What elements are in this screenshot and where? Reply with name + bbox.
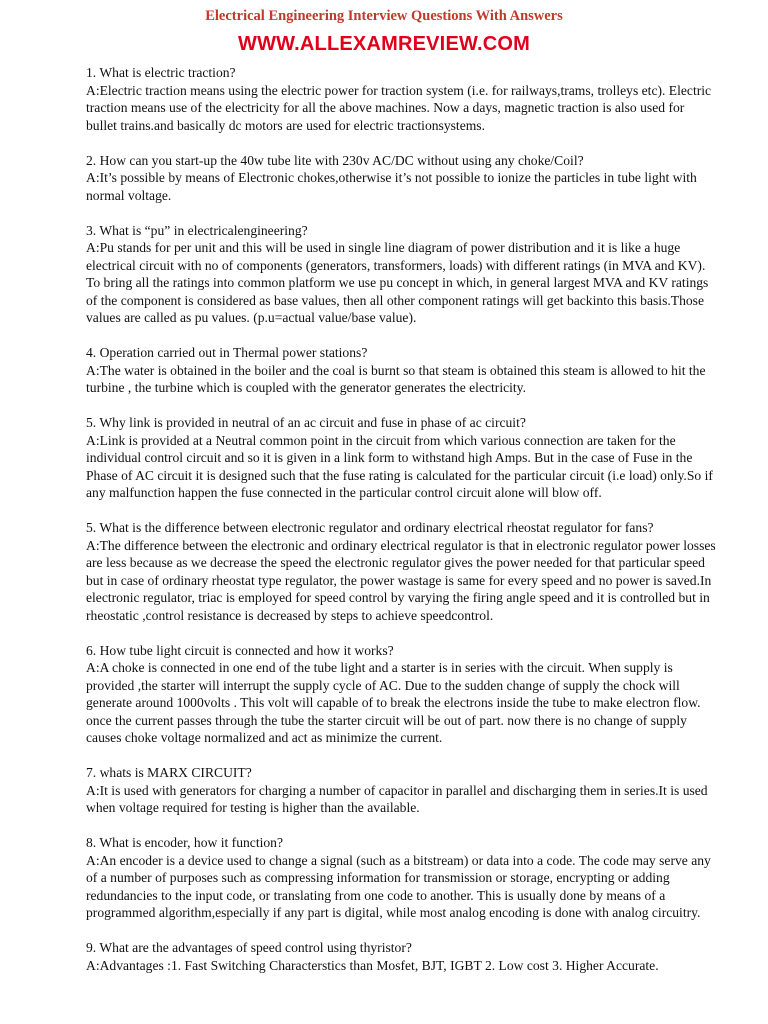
question-text: 3. What is “pu” in electricalengineering?: [86, 222, 308, 238]
answer-text: A:Advantages :1. Fast Switching Characterstics than Mosfet, BJT, IGBT 2. Low cost 3. Higher Accurate.: [86, 957, 659, 973]
site-url-link[interactable]: WWW.ALLEXAMREVIEW.COM: [238, 33, 530, 55]
question-text: 8. What is encoder, how it function?: [86, 835, 284, 850]
question-text: 2. How can you start-up the 40w tube lite with 230v AC/DC without using any choke/Coil?: [86, 152, 584, 168]
question-text: 5. Why link is provided in neutral of an ac circuit and fuse in phase of ac circuit?: [86, 415, 526, 430]
question-text: 1. What is electric traction?: [86, 65, 236, 80]
question-text: 4. Operation carried out in Thermal power stations?: [86, 345, 368, 360]
answer-text: A:An encoder is a device used to change a signal (such as a bitstream) or data into a code. The code may serve any of a number of purposes such as compressing information for transmission or storage, encrypting or adding redundancies to the input code, or translating from one code to another. This is usually done by means of a programmed algorithm,especially if any part is digital, while most analog encoding is done with analog circuitry.: [86, 852, 711, 920]
qa-list: [86, 64, 716, 992]
answer-text: A:It is used with generators for charging a number of capacitor in parallel and discharging them in series.It is used when voltage required for testing is higher than the available.: [86, 782, 708, 815]
question-text: 6. How tube light circuit is connected and how it works?: [86, 642, 394, 658]
answer-text: A:A choke is connected in one end of the tube light and a starter is in series with the circuit. When supply is provided ,the starter will interrupt the supply cycle of AC. Due to the sudden change of supply the chock will generate around 1000volts . This volt will capable of to break the electrons inside the tube to make electron flow. once the current passes through the tube the starter circuit will be out of part. now there is no change of supply causes choke voltage normalized and act as minimize the current.: [86, 660, 701, 745]
qa-item: [86, 519, 716, 624]
qa-item: [86, 344, 716, 397]
answer-text: A:The difference between the electronic and ordinary electrical regulator is that in electronic regulator power losses are less because as we decrease the speed the electronic regulator gives the power needed for that particular speed but in case of ordinary rheostat type regulator, the power wastage is same for every speed and no power is saved.In electronic regulator, triac is employed for speed control by varying the firing angle speed and it is controlled but in rheostatic ,control resistance is decreased by steps to achieve speedcontrol.: [86, 537, 716, 623]
document-title: Electrical Engineering Interview Questions With Answers: [205, 8, 563, 24]
answer-text: A:Pu stands for per unit and this will be used in single line diagram of power distribution and it is like a huge electrical circuit with no of components (generators, transformers, loads) with different ratings (in MVA and KV). To bring all the ratings into common platform we use pu concept in which, in general largest MVA and KV ratings of the component is considered as base values, then all other component ratings will get backinto this basis.Those values are called as pu values. (p.u=actual value/base value).: [86, 240, 709, 325]
qa-item: [86, 222, 716, 327]
answer-text: A:The water is obtained in the boiler and the coal is burnt so that steam is obtained this steam is allowed to hit the turbine , the turbine which is coupled with the generator generates the electricity.: [86, 362, 706, 395]
qa-item: [86, 64, 716, 134]
question-text: 9. What are the advantages of speed control using thyristor?: [86, 940, 412, 955]
qa-item: [86, 152, 716, 205]
answer-text: A:It’s possible by means of Electronic chokes,otherwise it’s not possible to ionize the particles in tube light with normal voltage.: [86, 170, 697, 203]
question-text: 5. What is the difference between electronic regulator and ordinary electrical rheostat regulator for fans?: [86, 520, 654, 535]
qa-item: [86, 939, 716, 974]
qa-item: [86, 764, 716, 817]
question-text: 7. whats is MARX CIRCUIT?: [86, 765, 252, 780]
qa-item: [86, 642, 716, 747]
qa-item: [86, 414, 716, 502]
answer-text: A:Electric traction means using the electric power for traction system (i.e. for railways,trams, trolleys etc). Electric traction means use of the electricity for all the above machines. Now a days, magnetic traction is also used for bullet trains.and basically dc motors are used for electric tractionsystems.: [86, 82, 712, 133]
answer-text: A:Link is provided at a Neutral common point in the circuit from which various connection are taken for the individual control circuit and so it is given in a link form to withstand high Amps. But in the case of Fuse in the Phase of AC circuit it is designed such that the fuse rating is calculated for the particular circuit (i.e load) only.So if any malfunction happen the fuse connected in the particular control circuit alone will blow off.: [86, 432, 713, 500]
qa-item: [86, 834, 716, 922]
